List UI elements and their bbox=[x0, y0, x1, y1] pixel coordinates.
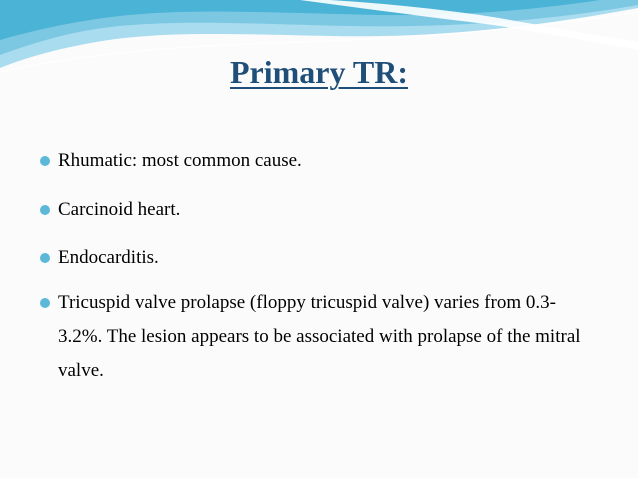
bullet-text: Tricuspid valve prolapse (floppy tricuspid valve) varies from 0.3-3.2%. The lesion appears to be associated with prolapse of the mitral valve. bbox=[58, 292, 581, 381]
bullet-item bbox=[40, 241, 600, 275]
bullet-text: Carcinoid heart. bbox=[58, 199, 181, 220]
bullet-item bbox=[40, 286, 600, 388]
bullet-icon bbox=[40, 205, 50, 215]
bullet-icon bbox=[40, 253, 50, 263]
bullet-item bbox=[40, 193, 600, 227]
bullet-icon bbox=[40, 298, 50, 308]
bullet-icon bbox=[40, 156, 50, 166]
bullet-text: Endocarditis. bbox=[58, 247, 159, 268]
bullet-text: Rhumatic: most common cause. bbox=[58, 150, 302, 171]
bullet-item bbox=[40, 144, 600, 178]
slide-title: Primary TR: bbox=[229, 54, 409, 90]
